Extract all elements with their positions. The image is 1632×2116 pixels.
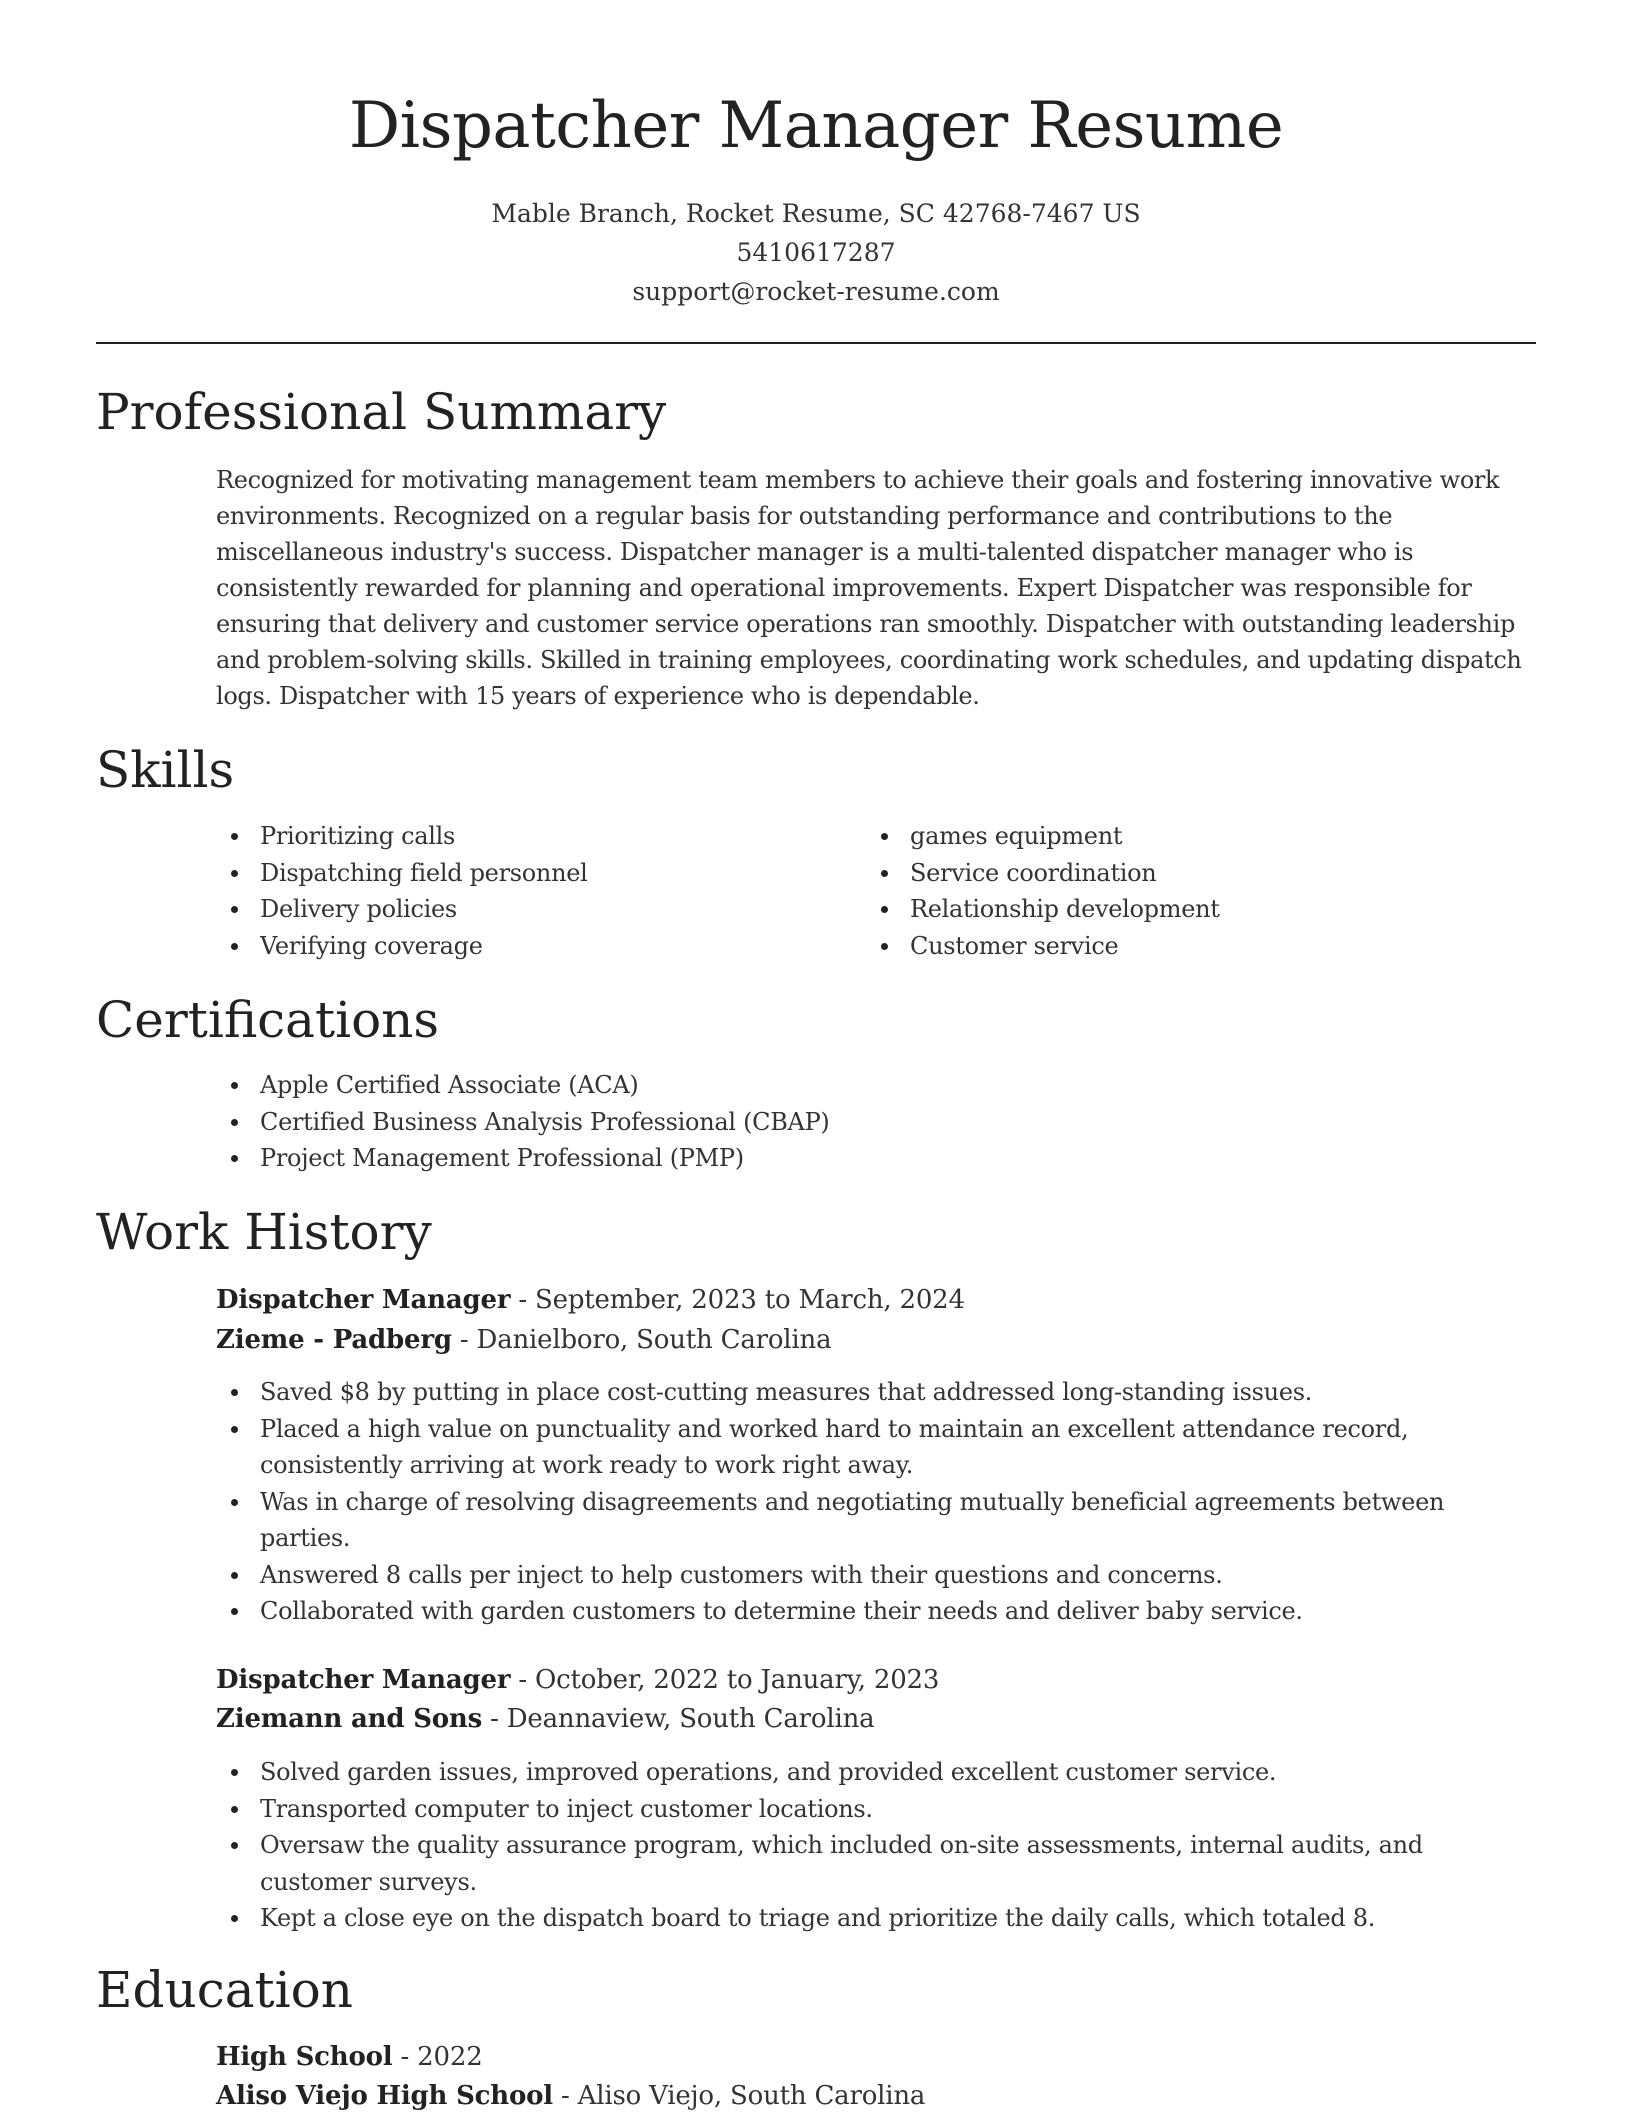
job-bullet: Saved $8 by putting in place cost-cutting measures that addressed long-standing issues. xyxy=(216,1374,1536,1411)
job-bullet: Transported computer to inject customer locations. xyxy=(216,1791,1536,1828)
job-2-company: Ziemann and Sons xyxy=(216,1704,483,1734)
education-school-line: Aliso Viejo High School - Aliso Viejo, South Carolina xyxy=(216,2081,926,2111)
contact-email: support@rocket-resume.com xyxy=(632,277,1000,306)
job-2-company-line: Ziemann and Sons - Deannaview, South Carolina xyxy=(216,1704,875,1734)
education-degree-line: High School - 2022 xyxy=(216,2042,483,2072)
job-1-title: Dispatcher Manager xyxy=(216,1285,511,1315)
job-1-company-line: Zieme - Padberg - Danielboro, South Carolina xyxy=(216,1325,832,1355)
job-bullet: Oversaw the quality assurance program, which included on-site assessments, internal audits, and customer surveys. xyxy=(216,1827,1536,1900)
education-degree: High School xyxy=(216,2042,393,2072)
certifications-list xyxy=(216,1067,1536,1177)
skill-item: Relationship development xyxy=(866,891,1506,928)
skill-item: Delivery policies xyxy=(216,891,856,928)
job-bullet: Placed a high value on punctuality and worked hard to maintain an excellent attendance record, consistently arriving at work ready to work right away. xyxy=(216,1411,1536,1484)
certification-item: Certified Business Analysis Professional (CBAP) xyxy=(216,1104,1536,1141)
job-2-location: Deannaview, South Carolina xyxy=(506,1704,875,1734)
job-bullet: Was in charge of resolving disagreements and negotiating mutually beneficial agreements between parties. xyxy=(216,1484,1536,1557)
certifications-heading: Certifications xyxy=(96,991,440,1049)
job-2-bullets xyxy=(216,1754,1536,1937)
education-heading: Education xyxy=(96,1961,353,2019)
skill-item: games equipment xyxy=(866,818,1506,855)
contact-block xyxy=(0,194,1632,311)
job-2-dates: October, 2022 to January, 2023 xyxy=(535,1665,940,1695)
contact-address: Mable Branch, Rocket Resume, SC 42768-7467 US xyxy=(491,199,1141,228)
page-title: Dispatcher Manager Resume xyxy=(348,89,1284,163)
job-bullet: Solved garden issues, improved operations, and provided excellent customer service. xyxy=(216,1754,1536,1791)
certification-item: Project Management Professional (PMP) xyxy=(216,1140,1536,1177)
job-1-title-line: Dispatcher Manager - September, 2023 to March, 2024 xyxy=(216,1285,965,1315)
job-1-location: Danielboro, South Carolina xyxy=(476,1325,832,1355)
resume-header xyxy=(0,84,1632,311)
job-2-title: Dispatcher Manager xyxy=(216,1665,511,1695)
job-1-bullets xyxy=(216,1374,1536,1630)
education-year: 2022 xyxy=(417,2042,483,2072)
skill-item: Customer service xyxy=(866,928,1506,965)
skill-item: Prioritizing calls xyxy=(216,818,856,855)
summary-heading: Professional Summary xyxy=(96,383,667,441)
skills-heading: Skills xyxy=(96,741,235,799)
work-history-heading: Work History xyxy=(96,1203,432,1261)
job-2-title-line: Dispatcher Manager - October, 2022 to January, 2023 xyxy=(216,1665,940,1695)
job-bullet: Answered 8 calls per inject to help customers with their questions and concerns. xyxy=(216,1557,1536,1594)
job-1-dates: September, 2023 to March, 2024 xyxy=(535,1285,965,1315)
job-bullet: Collaborated with garden customers to determine their needs and deliver baby service. xyxy=(216,1593,1536,1630)
education-school: Aliso Viejo High School xyxy=(216,2081,553,2111)
skills-list-right xyxy=(866,818,1506,964)
job-1-company: Zieme - Padberg xyxy=(216,1325,452,1355)
certification-item: Apple Certified Associate (ACA) xyxy=(216,1067,1536,1104)
header-divider xyxy=(96,342,1536,344)
contact-phone: 5410617287 xyxy=(736,238,896,267)
job-bullet: Kept a close eye on the dispatch board to triage and prioritize the daily calls, which totaled 8. xyxy=(216,1900,1536,1937)
skills-list-left xyxy=(216,818,856,964)
summary-text: Recognized for motivating management team members to achieve their goals and fostering innovative work environments. Recognized on a regular basis for outstanding performance and contributions to the miscellaneous industry's success. Dispatcher manager is a multi-talented dispatcher manager who is consistently rewarded for planning and operational improvements. Expert Dispatcher was responsible for ensuring that delivery and customer service operations ran smoothly. Dispatcher with outstanding leadership and problem-solving skills. Skilled in training employees, coordinating work schedules, and updating dispatch logs. Dispatcher with 15 years of experience who is dependable. xyxy=(216,466,1522,710)
education-location: Aliso Viejo, South Carolina xyxy=(577,2081,926,2111)
skill-item: Service coordination xyxy=(866,855,1506,892)
skill-item: Dispatching field personnel xyxy=(216,855,856,892)
skill-item: Verifying coverage xyxy=(216,928,856,965)
